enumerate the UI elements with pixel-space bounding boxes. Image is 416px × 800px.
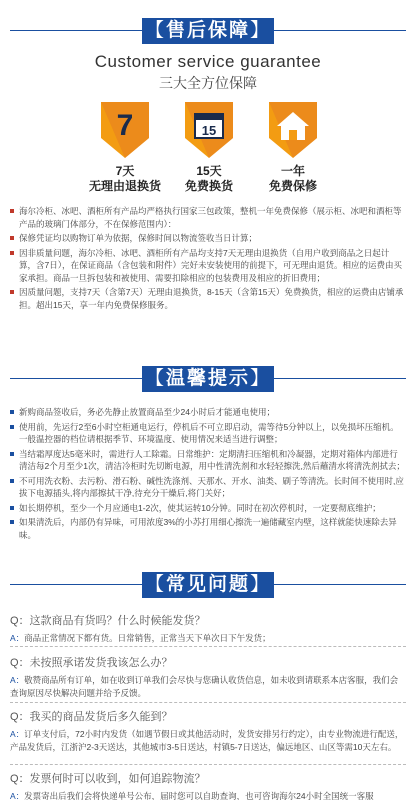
section-title: 售后保障 [165,20,250,41]
bullet-icon [10,520,14,524]
section-tag: 【售后保障】 [142,18,274,44]
list-item: 保修凭证均以购物订单为依据，保修时间以物流签收当日计算； [10,232,406,245]
faq-item [10,654,406,700]
answer-label: A： [10,729,25,739]
badge-caption-line: 7天 [115,164,135,178]
calendar-15-icon [181,100,237,160]
badge-one-year [265,100,321,160]
list-item: 如果清洗后，内部仍有异味，可用浓度3%的小苏打用细心擦洗一遍储藏室内壁，这样就能快速除去异味。 [10,516,406,541]
faq-divider [10,646,406,647]
guarantee-list [10,205,406,313]
bullet-icon [10,236,14,240]
answer-text: 订单支付后，72小时内发货（如遇节假日或其他活动时，发货安排另行约定），由专业物流进行配送，产品发货后，江浙沪2-3天送达，其他城市3-5日送达，村镇5-7日送达，偏远地区、山区等需10天左右。 [10,729,404,752]
faq-divider [10,702,406,703]
badge-caption-line: 无理由退换货 [88,179,161,193]
faq-item [10,770,406,800]
faq-answer [10,674,406,700]
svg-text:7: 7 [116,109,134,142]
bullet-icon [10,410,14,414]
list-item: 不可用洗衣粉、去污粉、滑石粉、碱性洗涤剂、天那水、开水、油类、刷子等清洗。长时间不使用时,应拔下电源插头,将内部擦拭干净,待充分干燥后,将门关好； [10,475,406,500]
list-item: 当结霜厚度达5毫米时，需进行人工除霜。日常维护：定期清扫压缩机和冷凝器，定期对箱体内部进行清洁每2个月至少1次，清洁冷柜时先切断电源，用中性清洗剂和水轻轻擦洗,然后蘸清水将清洗剂拭去； [10,448,406,473]
list-item: 新购商品签收后，务必先静止放置商品至少24小时后才能通电使用； [10,406,406,419]
badge-caption-year [238,164,348,194]
header-rule [10,378,142,379]
badge-7-days [97,100,153,160]
list-item: 因非质量问题，海尔冷柜、冰吧、酒柜所有产品均支持7天无理由退换货（自用户收到商品之日起计算，含7日），在保证商品（含包装和附件）完好未安装使用的前提下，可无理由退货。相应的运费由买家承担。商品一旦拆包装和被使用、需要扣除相应的包装费用及相应的折旧费用； [10,247,406,285]
header-rule [10,584,142,585]
list-item: 因质量问题，支持7天（含第7天）无理由退换货，8-15天（含第15天）免费换货，相应的运费由店铺承担。超出15天，享一年内免费保修服务。 [10,286,406,311]
header-rule [274,378,406,379]
list-item: 使用前，先运行2至6小时空柜通电运行，停机后不可立即启动，需等待5分钟以上，以免损坏压缩机。一般温控器的档位请根据季节、环境温度、使用情况来适当进行调整； [10,421,406,446]
faq-item [10,612,406,645]
badge-caption-line: 一年 [280,164,305,178]
section-tag: 【温馨提示】 [142,366,274,392]
list-item: 海尔冷柜、冰吧、酒柜所有产品均严格执行国家三包政策，整机一年免费保修（展示柜、冰吧和酒柜等产品的玻璃门体部分，不在保修范围内）： [10,205,406,230]
faq-answer [10,728,406,754]
header-rule [10,30,142,31]
faq-answer [10,790,406,800]
section-header-tips [0,362,416,396]
faq-item [10,708,406,754]
answer-text: 敬赞商品所有订单，如在收到订单我们会尽快与您确认收货信息，如未收到请联系本店客服，我们会查询原因尽快解决问题并给予反馈。 [10,675,399,698]
house-icon [265,100,321,160]
bullet-icon [10,251,14,255]
bullet-icon [10,506,14,510]
section-tag: 【常见问题】 [142,572,274,598]
faq-divider [10,764,406,765]
answer-label: A： [10,675,25,685]
answer-label: A： [10,633,25,643]
answer-text: 发票寄出后我们会将快递单号公布，届时您可以自助查询，也可咨询海尔24小时全国统一客服 [24,791,374,800]
faq-answer [10,632,406,645]
faq-question: Q：我买的商品发货后多久能到？ [10,711,173,723]
svg-text:15: 15 [201,123,217,138]
bullet-icon [10,425,14,429]
section-title: 常见问题 [165,574,250,595]
faq-question: Q：这款商品有货吗？什么时候能发货？ [10,615,206,627]
badge-caption-line: 免费换货 [184,179,233,193]
section-header-after-sales [0,14,416,48]
list-item: 如长期停机，至少一个月应通电1-2次，使其运转10分钟。同时在初次停机时，一定要彻底维护； [10,502,406,515]
faq-question: Q：发票何时可以收到，如何追踪物流？ [10,773,206,785]
answer-text: 商品正常情况下都有货。日常销售，正常当天下单次日下午发货； [24,633,271,643]
section-title: 温馨提示 [165,368,250,389]
badge-caption-line: 15天 [196,164,222,178]
english-title: Customer service guarantee [94,52,322,71]
chinese-subtitle: 三大全方位保障 [159,75,257,91]
faq-question: Q：未按照承诺发货我该怎么办？ [10,657,173,669]
header-rule [274,584,406,585]
header-rule [274,30,406,31]
answer-label: A： [10,791,25,800]
badge-15-days [181,100,237,160]
bullet-icon [10,209,14,213]
badge-caption-line: 免费保修 [268,179,317,193]
section-header-faq [0,568,416,602]
bullet-icon [10,452,14,456]
bullet-icon [10,290,14,294]
number-7-icon [97,100,153,160]
tips-list [10,406,406,543]
bullet-icon [10,479,14,483]
